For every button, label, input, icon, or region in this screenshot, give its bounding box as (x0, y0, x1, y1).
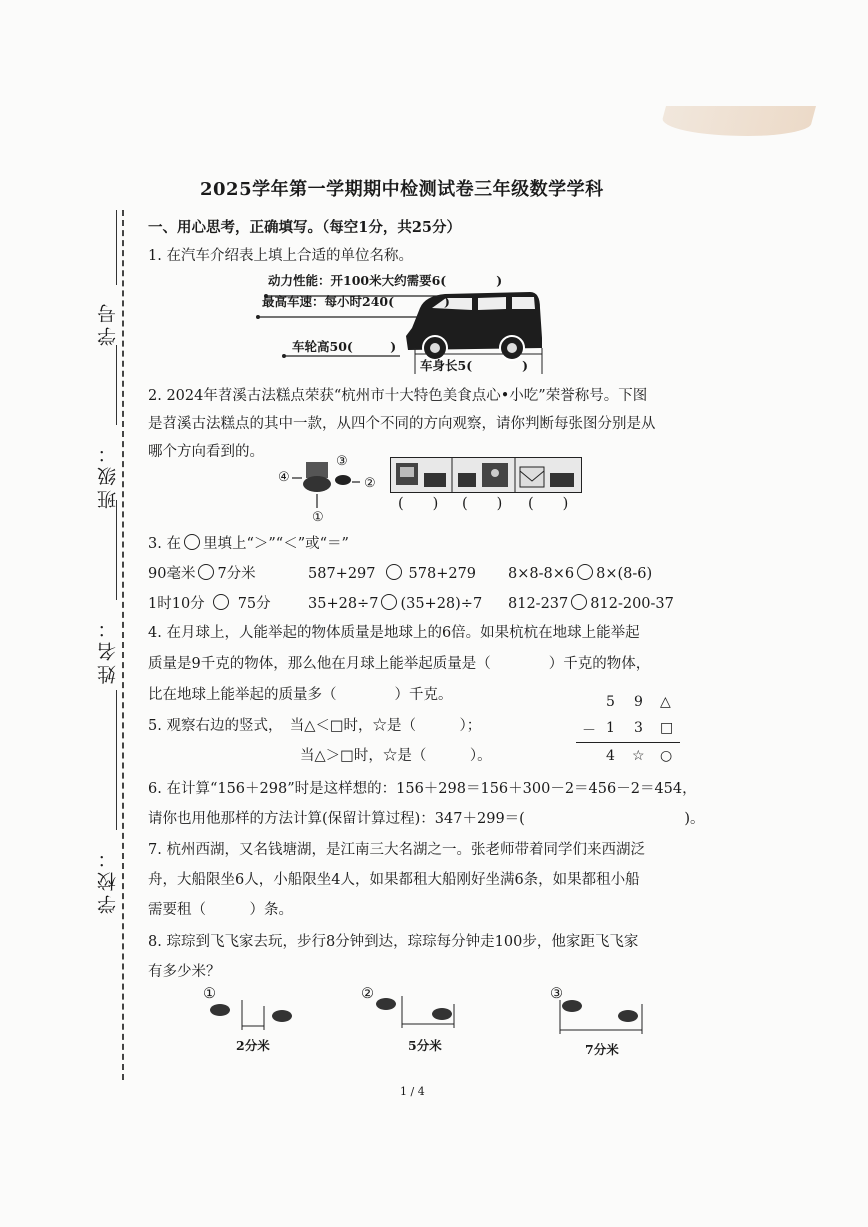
q1-label-speed[interactable]: 最高车速：每小时240( ) (262, 294, 450, 309)
q3-item-6b: 812-200-37 (590, 596, 674, 612)
orientation-mark-4: ④ (278, 470, 290, 485)
vertical-digit: 5 (606, 694, 615, 710)
q7-line-1: 7. 杭州西湖，又名钱塘湖，是江南三大名湖之一。张老师带着同学们来西湖泛 (148, 842, 645, 858)
view-answer-3[interactable]: ( ) (528, 496, 569, 512)
q3-text-2: 里填上“＞”“＜”或“＝” (202, 536, 349, 552)
q3-item-2a: 587+297 (308, 566, 376, 582)
vertical-digit: 3 (634, 720, 643, 736)
compare-circle-5[interactable] (381, 594, 397, 610)
q1-label-wheel[interactable]: 车轮高50( ) (292, 339, 397, 354)
step-length-3: 7分米 (585, 1042, 619, 1057)
q5-line-1[interactable]: 5. 观察右边的竖式， 当△＜□时，☆是（ ）； (148, 718, 482, 734)
q4-line-3[interactable]: 比在地球上能举起的质量多（ ）千克。 (148, 687, 453, 703)
view-pictures (390, 457, 582, 493)
q6-line-1: 6. 在计算“156＋298”时是这样想的：156＋298＝156＋300－2＝456－2＝454， (148, 781, 697, 797)
view-answer-1[interactable]: ( ) (398, 496, 439, 512)
q3-item-6a: 812-237 (508, 596, 569, 612)
q3-item-1b: 7分米 (217, 566, 256, 582)
paper-stain (658, 106, 816, 136)
q5-line-2[interactable]: 当△＞□时，☆是（ ）。 (300, 748, 492, 764)
name-label: 姓名： (97, 615, 119, 684)
circle-symbol: ○ (660, 748, 673, 764)
q3-item-5a: 35+28÷7 (308, 596, 379, 612)
school-field[interactable] (116, 690, 117, 830)
q7-line-2: 舟，大船限坐6人，小船限坐4人，如果都租大船刚好坐满6条，如果都租小船 (148, 872, 640, 888)
compare-circle-3[interactable] (577, 564, 593, 580)
q4-line-2[interactable]: 质量是9千克的物体，那么他在月球上能举起质量是（ ）千克的物体， (148, 656, 651, 672)
student-id-label: 学号 (97, 300, 119, 346)
q8-line-2: 有多少米？ (148, 964, 221, 980)
q4-line-1: 4. 在月球上，人能举起的物体质量是地球上的6倍。如果杭杭在地球上能举起 (148, 625, 640, 641)
vertical-digit: 1 (606, 720, 615, 736)
view-answer-2[interactable]: ( ) (462, 496, 503, 512)
q1-text: 1. 在汽车介绍表上填上合适的单位名称。 (148, 248, 413, 264)
compare-circle-2[interactable] (386, 564, 402, 580)
class-label: 班级： (97, 440, 119, 509)
step-length-1: 2分米 (236, 1038, 270, 1053)
q2-line-1: 2. 2024年苕溪古法糕点荣获“杭州市十大特色美食点心•小吃”荣誉称号。下图 (148, 388, 648, 404)
q8-line-1: 8. 琮琮到飞飞家去玩，步行8分钟到达，琮琮每分钟走100步，他家距飞飞家 (148, 934, 639, 950)
compare-circle-6[interactable] (571, 594, 587, 610)
q3-item-4a: 1时10分 (148, 596, 205, 612)
q1-label-length[interactable]: 车身长5( ) (420, 358, 529, 373)
q7-line-3[interactable]: 需要租（ ）条。 (148, 902, 293, 918)
vertical-subtraction (572, 690, 682, 780)
q3-text: 3. 在 (148, 536, 181, 552)
student-id-field[interactable] (116, 210, 117, 285)
q3-item-3a: 8×8-8×6 (508, 566, 575, 582)
orientation-mark-2: ② (364, 476, 376, 491)
binding-dash-line (122, 210, 124, 1080)
orientation-mark-3: ③ (336, 454, 348, 469)
square-symbol: □ (660, 720, 674, 736)
step-mark-3: ③ (550, 986, 563, 1002)
step-length-2: 5分米 (408, 1038, 442, 1053)
step-mark-1: ① (203, 986, 216, 1002)
vertical-digit: 9 (634, 694, 643, 710)
q3-item-5b: (35+28)÷7 (400, 596, 483, 612)
section-heading: 一、用心思考，正确填写。（每空1分，共25分） (148, 219, 462, 236)
q6-line-2[interactable]: 请你也用他那样的方法计算(保留计算过程)：347＋299＝( )。 (148, 811, 705, 827)
q1-label-power[interactable]: 动力性能：开100米大约需要6( ) (268, 273, 503, 288)
name-field[interactable] (116, 500, 117, 600)
page-number: 1 / 4 (400, 1085, 425, 1098)
class-field[interactable] (116, 345, 117, 425)
school-label: 学校： (97, 845, 119, 914)
circle-icon (184, 534, 200, 550)
q3-item-2b: 578+279 (408, 566, 477, 582)
q3-item-4b: 75分 (237, 596, 271, 612)
page-title: 2025学年第一学期期中检测试卷三年级数学学科 (200, 179, 604, 200)
q3-item-3b: 8×(8-6) (596, 566, 653, 582)
step-mark-2: ② (361, 986, 374, 1002)
q2-line-2: 是苕溪古法糕点的其中一款，从四个不同的方向观察，请你判断每张图分别是从 (148, 416, 656, 432)
compare-circle-1[interactable] (198, 564, 214, 580)
vertical-digit: 4 (606, 748, 615, 764)
q2-line-3: 哪个方向看到的。 (148, 444, 264, 460)
q3-item-1a: 90毫米 (148, 566, 196, 582)
triangle-symbol: △ (660, 694, 671, 710)
minus-sign: － (582, 723, 596, 739)
result-line (576, 742, 680, 743)
orientation-mark-1: ① (312, 510, 324, 525)
compare-circle-4[interactable] (213, 594, 229, 610)
star-symbol: ☆ (632, 748, 645, 764)
